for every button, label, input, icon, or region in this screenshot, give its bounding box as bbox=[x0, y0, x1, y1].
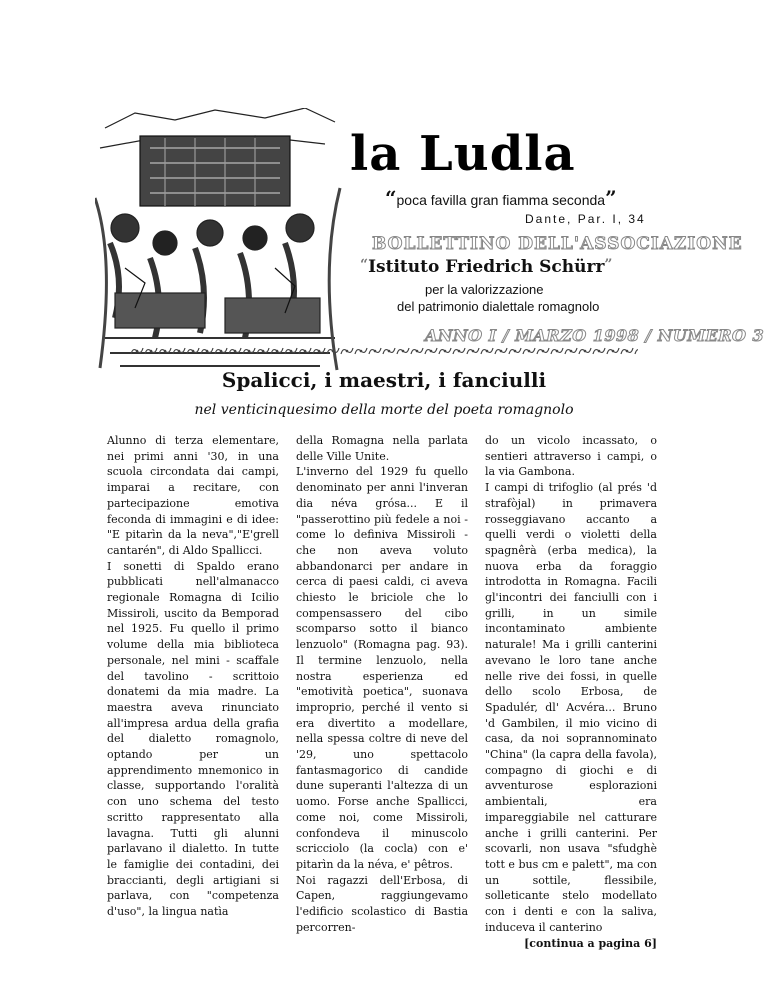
motto-source: Dante, Par. I, 34 bbox=[525, 212, 646, 226]
issue-info: ANNO I / MARZO 1998 / NUMERO 3 bbox=[425, 326, 765, 345]
article-column-3 bbox=[485, 433, 657, 951]
masthead-title: la Ludla bbox=[350, 126, 576, 182]
paragraph: I campi di trifoglio (al prés 'd strafòjal) in primavera rosseggiavano accanto a quelli verdi o violetti della spagnêrà (erba medica), la nuova erba da foraggio introdotta in Romagna. Facili gl'incontri dei fanciulli con i grilli, in un simile incontaminato ambiente naturale! Ma i grilli canterini avevano le loro tane anche nelle rive dei fossi, in quelle dello scolo Erbosa, de Spadulér, dl' Acvéra... Bruno 'd Gambilen, il mio vicino di casa, da noi soprannominato "China" (la capra della favola), compagno di giochi e di avventurose esplorazioni ambientali, era impareggiabile nel catturare anche i grilli canterini. Per scovarli, non usava "sfudghè tott e bus cm e palett", ma con un sottile, flessibile, solleticante stelo modellato con i denti e con la saliva, induceva il canterino bbox=[485, 481, 657, 934]
subtitle-line-1: per la valorizzazione bbox=[425, 282, 544, 297]
paragraph: do un vicolo incassato, o sentieri attraverso i campi, o la via Gambona. bbox=[485, 434, 657, 479]
article-subheadline: nel venticinquesimo della morte del poeta romagnolo bbox=[194, 402, 574, 418]
ornamental-divider bbox=[130, 345, 638, 357]
istituto-text: Istituto Friedrich Schürr bbox=[368, 257, 605, 277]
istituto-open-quote: “ bbox=[360, 257, 369, 273]
motto-text: poca favilla gran fiamma seconda bbox=[396, 192, 606, 208]
istituto-close-quote: ” bbox=[604, 257, 613, 273]
article-headline: Spalicci, i maestri, i fanciulli bbox=[221, 368, 547, 392]
istituto-name bbox=[360, 257, 612, 277]
paragraph: L'inverno del 1929 fu quello denominato per anni l'inveran dia néva grósa... E il "passerottino più fedele a noi - come lo definiva Missiroli - che non aveva voluto abbandonarci per andare in cerca di paesi caldi, ci aveva chiesto le briciole che lo compensassero del cibo scomparso sotto il bianco lenzuolo" (Romagna pag. 93). Il termine lenzuolo, nella nostra esperienza ed "emotività poetica", suonava improprio, perché il vento si era divertito a modellare, nella spessa coltre di neve del '29, uno spettacolo fantasmagorico di candide dune superanti l'altezza di un uomo. Forse anche Spallicci, come noi, come Missiroli, confondeva il minuscolo scricciolo (la cocla) con e' pitarìn da la néva, e' pêtros. bbox=[296, 465, 468, 871]
article-column-2 bbox=[296, 433, 468, 936]
paragraph: I sonetti di Spaldo erano pubblicati nell'almanacco regionale Romagna di Icilio Missiroli, uscito da Bemporad nel 1925. Fu quello il primo volume della mia biblioteca personale, nel mini - scaffale del tavolino - scrittoio donatemi da mia madre. La maestra aveva rinunciato all'impresa ardua della grafia del dialetto romagnolo, optando per un apprendimento mnemonico in classe, supportando l'oralità con uno schema del testo scritto rappresentato alla lavagna. Tutti gli alunni parlavano il dialetto. In tutte le famiglie dei contadini, dei braccianti, degli artigiani si parlava, con "competenza d'uso", la lingua natìa bbox=[107, 559, 279, 919]
paragraph: Alunno di terza elementare, nei primi anni '30, in una scuola circondata dai campi, imparai a recitare, con partecipazione emotiva feconda di immagini e di idee: "E pitarìn da la neva","E'grell cantarén", di Aldo Spallicci. bbox=[107, 434, 279, 557]
article-column-1 bbox=[107, 433, 279, 920]
motto-open-quote: “ bbox=[385, 186, 397, 210]
subtitle-line-2: del patrimonio dialettale romagnolo bbox=[397, 299, 600, 314]
paragraph: della Romagna nella parlata delle Ville Unite. bbox=[296, 434, 468, 463]
motto bbox=[385, 186, 617, 210]
paragraph: Noi ragazzi dell'Erbosa, di Capen, raggiungevamo l'edificio scolastico di Bastia percorren- bbox=[296, 873, 468, 934]
continued-link[interactable]: [continua a pagina 6] bbox=[524, 936, 657, 950]
cover-illustration bbox=[95, 108, 342, 373]
motto-close-quote: ” bbox=[605, 186, 617, 210]
bollettino-heading: BOLLETTINO DELL'ASSOCIAZIONE bbox=[372, 234, 743, 254]
